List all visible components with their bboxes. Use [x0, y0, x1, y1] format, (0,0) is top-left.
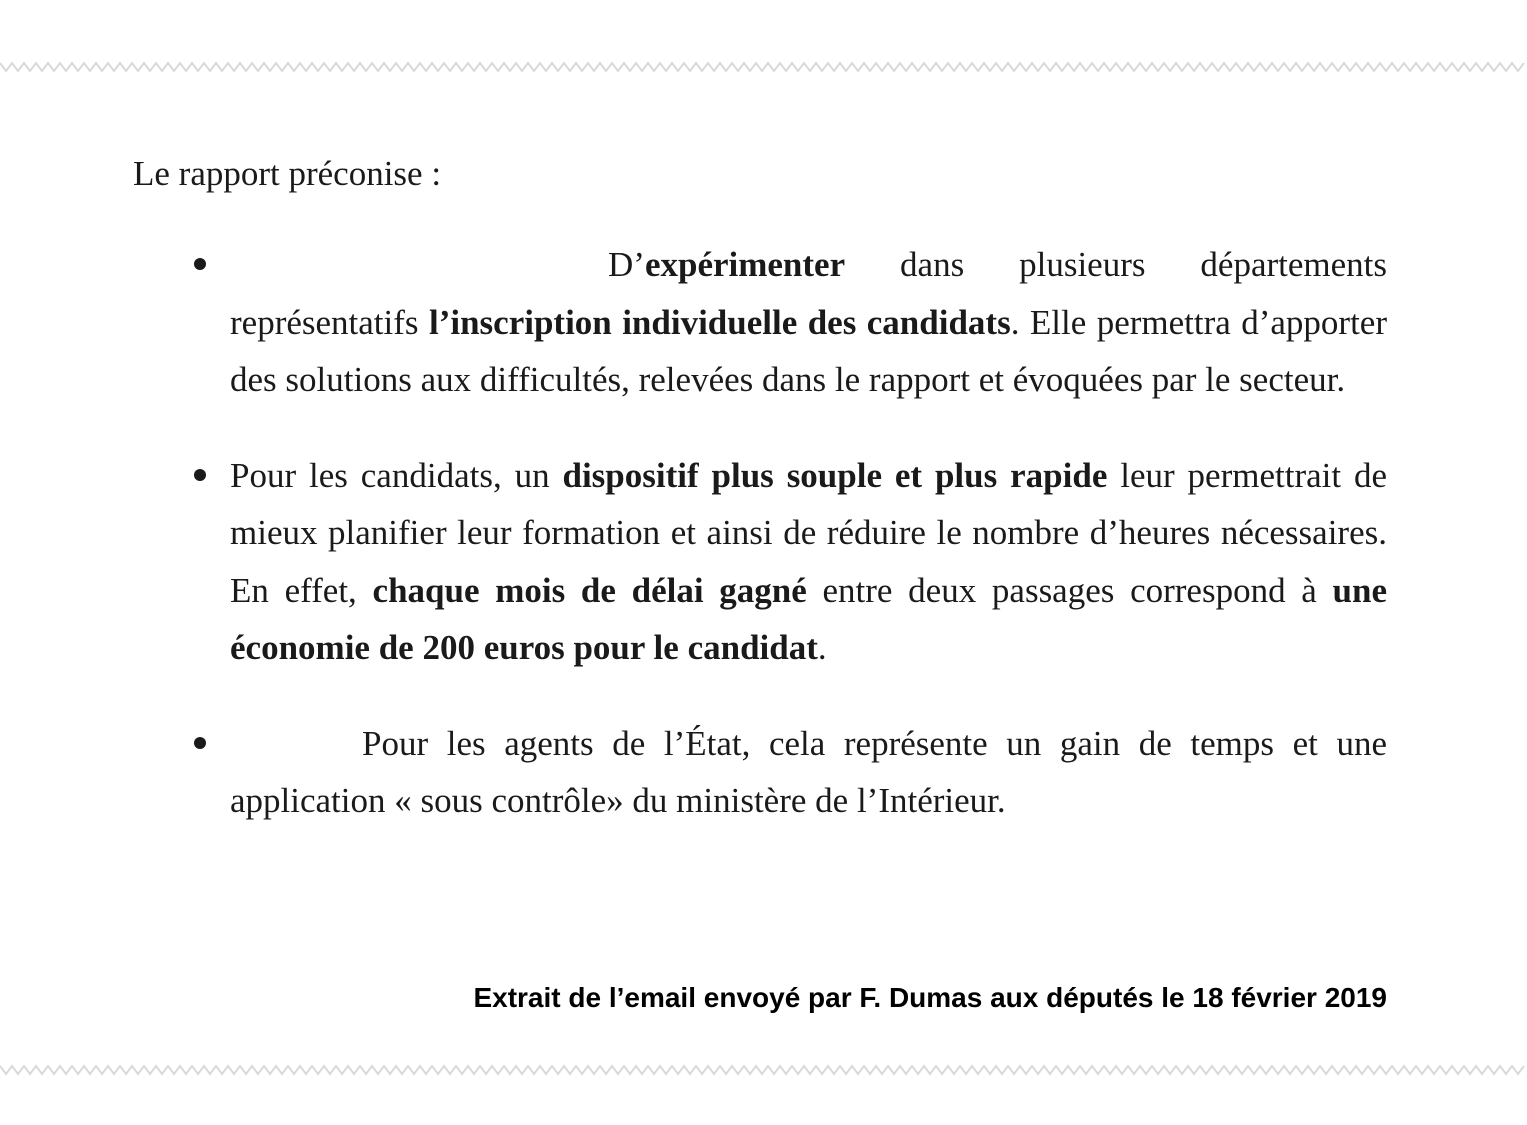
- bullet-icon: [194, 737, 206, 749]
- text-run: dans plusieurs départements représentatifs: [230, 245, 1387, 342]
- bullet-text-1: [230, 245, 1387, 399]
- list-item: [230, 447, 1387, 677]
- text-run: . Elle permettra d’apporter des solutions aux difficultés, relevées dans le rapport et évoquées par le secteur.: [230, 302, 1387, 399]
- text-run: Pour les agents de l’État, cela représente un gain de temps et une application « sous contrôle» du ministère de l’Intérieur.: [230, 723, 1387, 820]
- document-content: [133, 150, 1387, 830]
- bold-text-run: chaque mois de délai gagné: [372, 570, 807, 610]
- bottom-torn-edge: [0, 1063, 1527, 1077]
- text-run: .: [817, 628, 827, 667]
- list-item: [230, 236, 1387, 409]
- bullet-icon: [194, 258, 206, 270]
- bold-text-run: l’inscription individuelle des candidats: [428, 302, 1011, 342]
- top-torn-edge: [0, 60, 1527, 74]
- recommendation-list: [133, 236, 1387, 830]
- top-zigzag-line: [0, 63, 1524, 71]
- bold-text-run: expérimenter: [644, 245, 846, 284]
- bold-text-run: une économie de 200 euros pour le candidat: [230, 570, 1388, 667]
- intro-text: Le rapport préconise :: [133, 154, 442, 193]
- bullet-icon: [194, 469, 206, 481]
- text-run: entre deux passages correspond à: [806, 570, 1333, 610]
- text-run: D’: [608, 245, 645, 284]
- text-run: leur permettrait de mieux planifier leur formation et ainsi de réduire le nombre d’heures nécessaires. En effet,: [230, 455, 1388, 610]
- bullet-text-3: [230, 724, 1387, 821]
- bullet-text-2: [230, 456, 1387, 668]
- bold-text-run: dispositif plus souple et plus rapide: [562, 455, 1108, 495]
- bottom-zigzag-line: [0, 1066, 1524, 1074]
- list-item: [230, 715, 1387, 830]
- source-caption: Extrait de l’email envoyé par F. Dumas aux députés le 18 février 2019: [473, 982, 1387, 1013]
- text-run: Pour les candidats, un: [230, 455, 563, 495]
